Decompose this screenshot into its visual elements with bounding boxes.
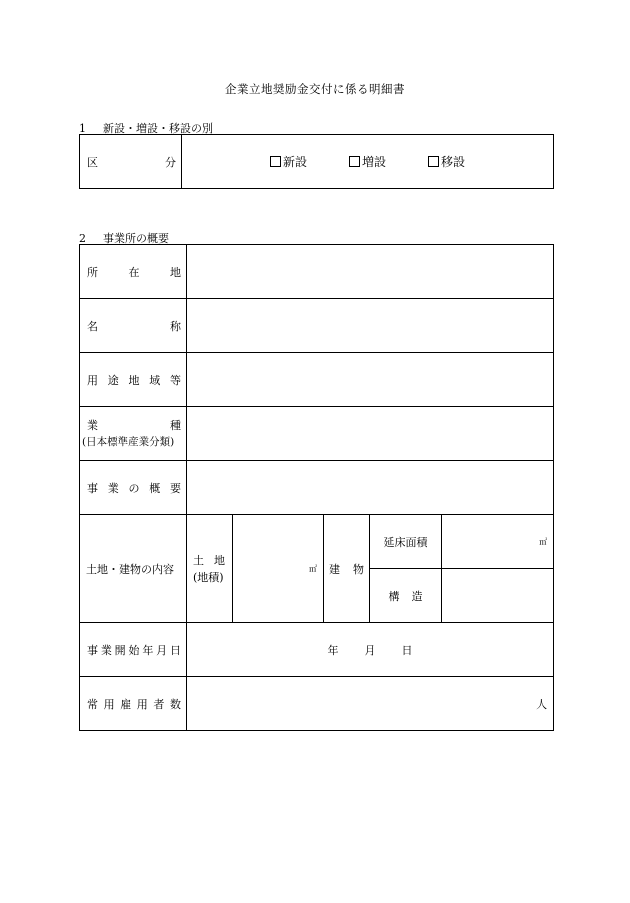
industry-field[interactable]: [187, 407, 554, 461]
zoning-field[interactable]: [187, 353, 554, 407]
document-title: 企業立地奨励金交付に係る明細書: [225, 82, 405, 96]
section2-title: 事業所の概要: [103, 232, 169, 245]
label-char: 称: [170, 319, 181, 333]
label-char: 建: [329, 562, 340, 576]
location-label-cell: [80, 245, 187, 299]
section1-table: [79, 134, 554, 189]
label-char: 所: [87, 265, 98, 279]
label-char: 名: [87, 319, 98, 333]
start-date-label-cell: [80, 623, 187, 677]
checkbox-icon[interactable]: [428, 156, 439, 167]
label-char: 域: [149, 373, 161, 387]
option-label: 移設: [441, 155, 466, 169]
location-field[interactable]: [187, 245, 554, 299]
section1-number: 1: [79, 122, 86, 135]
label-char: 年: [142, 643, 154, 657]
label-char: 用: [87, 373, 98, 387]
label-char: 途: [107, 373, 119, 387]
label-char: 用: [136, 697, 148, 711]
label-char: 要: [170, 481, 181, 495]
structure-field[interactable]: [442, 569, 554, 623]
month-label: 月: [364, 643, 376, 657]
business-field[interactable]: [187, 461, 554, 515]
label-char: 区: [87, 155, 98, 169]
name-field[interactable]: [187, 299, 554, 353]
structure-label-cell: [370, 569, 442, 623]
label-char: 雇: [120, 697, 132, 711]
employees-label-cell: [80, 677, 187, 731]
land-building-label-cell: 土地・建物の内容: [80, 515, 187, 623]
label-char: 種: [170, 418, 181, 432]
label-char: 概: [149, 481, 161, 495]
category-label-cell: [80, 135, 182, 189]
label-char: 事: [87, 643, 98, 657]
option-label: 増設: [361, 155, 386, 169]
year-label: 年: [327, 643, 339, 657]
label-char: 土: [193, 553, 204, 567]
label-char: 構: [388, 589, 400, 603]
label-char: 開: [114, 643, 126, 657]
label-char: 業: [100, 643, 112, 657]
label-char: 日: [169, 643, 181, 657]
label-char: 物: [353, 562, 364, 576]
land-area-field[interactable]: [233, 515, 324, 623]
checkbox-icon[interactable]: [270, 156, 281, 167]
label-char: 等: [170, 373, 181, 387]
label-char: 地: [170, 265, 181, 279]
floor-area-field[interactable]: [442, 515, 554, 569]
floor-area-unit: ㎡: [539, 537, 548, 547]
label-char: 在: [128, 265, 140, 279]
employees-unit: 人: [536, 697, 548, 711]
section2-number: 2: [79, 232, 86, 245]
label-char: 事: [87, 481, 98, 495]
label-char: 地: [214, 553, 225, 567]
start-date-field[interactable]: [187, 623, 554, 677]
section1-title: 新設・増設・移設の別: [103, 122, 213, 135]
day-label: 日: [401, 643, 413, 657]
label-char: 常: [87, 697, 98, 711]
label-char: の: [128, 481, 140, 495]
label-char: 始: [128, 643, 140, 657]
land-unit: ㎡: [309, 564, 317, 574]
label-char: 業: [87, 418, 98, 432]
business-label-cell: [80, 461, 187, 515]
option-relocation[interactable]: [428, 153, 465, 170]
category-options-cell: [182, 135, 554, 189]
building-label-cell: [324, 515, 370, 623]
label-char: 数: [169, 697, 181, 711]
label-char: 分: [165, 155, 176, 169]
label-char: 業: [107, 481, 119, 495]
floor-area-label-cell: 延床面積: [370, 515, 442, 569]
land-label-cell: [187, 515, 233, 623]
checkbox-icon[interactable]: [349, 156, 360, 167]
section2-table: [79, 244, 554, 731]
label-char: 用: [103, 697, 115, 711]
land-sub-label: (地積): [193, 570, 224, 584]
employees-field[interactable]: [187, 677, 554, 731]
option-label: 新設: [282, 155, 307, 169]
label-char: 造: [411, 589, 423, 603]
industry-label-cell: [80, 407, 187, 461]
label-char: 者: [153, 697, 165, 711]
option-expansion[interactable]: [349, 153, 386, 170]
option-new[interactable]: [270, 153, 307, 170]
label-char: 地: [128, 373, 140, 387]
zoning-label-cell: [80, 353, 187, 407]
industry-sub-label: (日本標準産業分類): [82, 435, 175, 448]
name-label-cell: [80, 299, 187, 353]
label-char: 月: [156, 643, 168, 657]
